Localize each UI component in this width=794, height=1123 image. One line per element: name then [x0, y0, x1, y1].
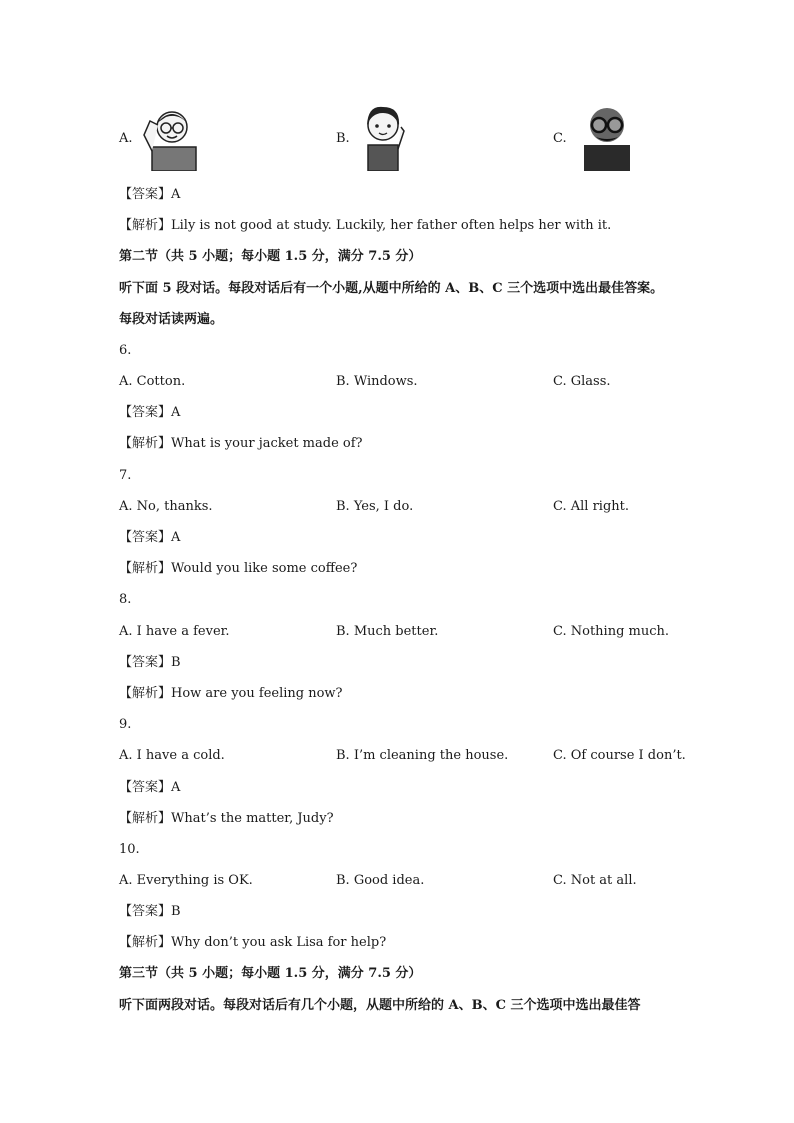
- option-c-label: C.: [553, 131, 567, 146]
- option-b: B. I’m cleaning the house.: [336, 748, 509, 763]
- analysis: 【解析】What is your jacket made of?: [119, 436, 363, 451]
- option-c: C. Of course I don’t.: [553, 748, 686, 763]
- answer: 【答案】A: [119, 780, 181, 795]
- old-man-picture: [572, 101, 642, 171]
- section2-title: 第二节（共 5 小题；每小题 1.5 分，满分 7.5 分）: [119, 249, 422, 264]
- option-c: C. Glass.: [553, 374, 611, 389]
- answer: 【答案】B: [119, 904, 181, 919]
- option-a: A. Everything is OK.: [119, 873, 253, 888]
- option-b: B. Yes, I do.: [336, 499, 414, 514]
- option-a: A. No, thanks.: [119, 499, 213, 514]
- q5-analysis: 【解析】Lily is not good at study. Luckily, her father often helps her with it.: [119, 218, 612, 233]
- section3-instruction-1: 听下面两段对话。每段对话后有几个小题，从题中所给的 A、B、C 三个选项中选出最佳答: [119, 998, 641, 1013]
- analysis: 【解析】Would you like some coffee?: [119, 561, 358, 576]
- option-a-label: A.: [119, 131, 133, 146]
- question-number: 10.: [119, 842, 140, 857]
- option-b-label: B.: [336, 131, 350, 146]
- answer: 【答案】B: [119, 655, 181, 670]
- option-b: B. Much better.: [336, 624, 439, 639]
- option-c: C. Nothing much.: [553, 624, 670, 639]
- girl-waving-picture: [356, 101, 410, 171]
- question-number: 6.: [119, 343, 132, 358]
- analysis: 【解析】Why don’t you ask Lisa for help?: [119, 935, 387, 950]
- option-b: B. Good idea.: [336, 873, 425, 888]
- option-c: C. All right.: [553, 499, 630, 514]
- section2-instruction-1: 听下面 5 段对话。每段对话后有一个小题,从题中所给的 A、B、C 三个选项中选出最佳答案。: [119, 281, 664, 296]
- question-number: 7.: [119, 468, 132, 483]
- answer: 【答案】A: [119, 405, 181, 420]
- section2-instruction-2: 每段对话读两遍。: [119, 312, 224, 327]
- option-a: A. I have a cold.: [119, 748, 225, 763]
- option-c: C. Not at all.: [553, 873, 637, 888]
- section3-title: 第三节（共 5 小题；每小题 1.5 分，满分 7.5 分）: [119, 966, 422, 981]
- question-number: 9.: [119, 717, 132, 732]
- question-number: 8.: [119, 592, 132, 607]
- analysis: 【解析】How are you feeling now?: [119, 686, 343, 701]
- q5-answer: 【答案】A: [119, 187, 181, 202]
- analysis: 【解析】What’s the matter, Judy?: [119, 811, 334, 826]
- boy-thinking-picture: [138, 103, 206, 171]
- answer: 【答案】A: [119, 530, 181, 545]
- option-b: B. Windows.: [336, 374, 418, 389]
- option-a: A. Cotton.: [119, 374, 186, 389]
- option-a: A. I have a fever.: [119, 624, 230, 639]
